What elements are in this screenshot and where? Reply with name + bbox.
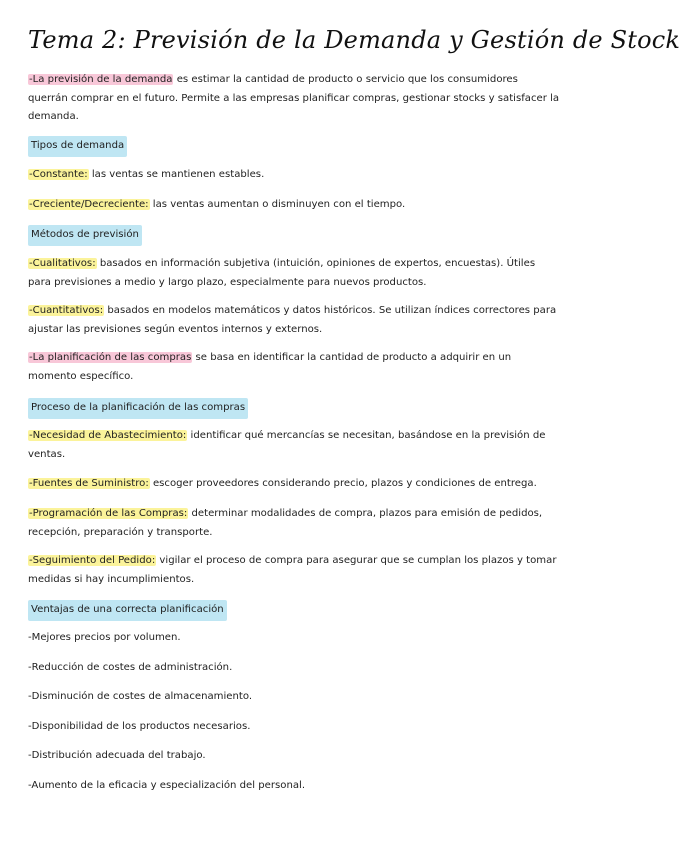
heading-tipos: Tipos de demanda [28, 136, 127, 157]
proceso-term: -Seguimiento del Pedido: [29, 555, 156, 566]
heading-proceso: Proceso de la planificación de las compras [28, 398, 248, 419]
tipos-item [28, 166, 560, 185]
intro-text: es estimar la cantidad de producto o servicio que los consumidores querrán comprar en el futuro. Permite a las empresas planificar compras, gestionar stocks y satisfacer la demanda. [28, 74, 560, 123]
proceso-text: vigilar el proceso de compra para asegurar que se cumplan los plazos y tomar medidas si hay incumplimientos. [28, 555, 557, 585]
tipos-text: las ventas se mantienen estables. [88, 169, 265, 180]
metodos-term: -Cualitativos: [29, 258, 96, 269]
page-title: Tema 2: Previsión de la Demanda y Gestión de Stock [28, 26, 680, 54]
heading-ventajas: Ventajas de una correcta planificación [28, 600, 227, 621]
ventajas-item: -Reducción de costes de administración. [28, 662, 233, 673]
tipos-text: las ventas aumentan o disminuyen con el tiempo. [149, 199, 406, 210]
planificacion-paragraph [28, 349, 560, 386]
ventajas-item: -Distribución adecuada del trabajo. [28, 750, 206, 761]
proceso-term: -Necesidad de Abastecimiento: [29, 430, 187, 441]
section-heading-proceso [28, 398, 560, 419]
proceso-item [28, 427, 560, 464]
intro-term: -La previsión de la demanda [29, 74, 173, 85]
section-heading-ventajas [28, 600, 560, 621]
proceso-term: -Programación de las Compras: [29, 508, 188, 519]
proceso-item [28, 505, 560, 542]
metodos-text: basados en modelos matemáticos y datos históricos. Se utilizan índices correctores para ajustar las previsiones según eventos internos y externos. [28, 305, 557, 335]
tipos-term: -Constante: [29, 169, 88, 180]
planificacion-text: se basa en identificar la cantidad de producto a adquirir en un momento específico. [28, 352, 512, 382]
ventajas-item: -Disponibilidad de los productos necesarios. [28, 721, 251, 732]
proceso-item [28, 552, 560, 589]
section-heading-tipos [28, 136, 560, 157]
metodos-item [28, 302, 560, 339]
ventajas-item: -Aumento de la eficacia y especialización del personal. [28, 780, 306, 791]
intro-paragraph [28, 71, 560, 127]
metodos-text: basados en información subjetiva (intuición, opiniones de expertos, encuestas). Útiles para previsiones a medio y largo plazo, especialmente para nuevos productos. [28, 258, 536, 288]
proceso-term: -Fuentes de Suministro: [29, 478, 149, 489]
ventajas-item: -Disminución de costes de almacenamiento. [28, 691, 253, 702]
section-heading-metodos [28, 225, 560, 246]
heading-metodos: Métodos de previsión [28, 225, 142, 246]
proceso-text: escoger proveedores considerando precio, plazos y condiciones de entrega. [149, 478, 537, 489]
planificacion-term: -La planificación de las compras [29, 352, 192, 363]
tipos-term: -Creciente/Decreciente: [29, 199, 149, 210]
ventajas-item: -Mejores precios por volumen. [28, 632, 181, 643]
tipos-item [28, 196, 560, 215]
metodos-term: -Cuantitativos: [29, 305, 104, 316]
proceso-item [28, 475, 560, 494]
metodos-item [28, 255, 560, 292]
proceso-text: identificar qué mercancías se necesitan, basándose en la previsión de ventas. [28, 430, 546, 460]
proceso-text: determinar modalidades de compra, plazos para emisión de pedidos, recepción, preparación y transporte. [28, 508, 543, 538]
